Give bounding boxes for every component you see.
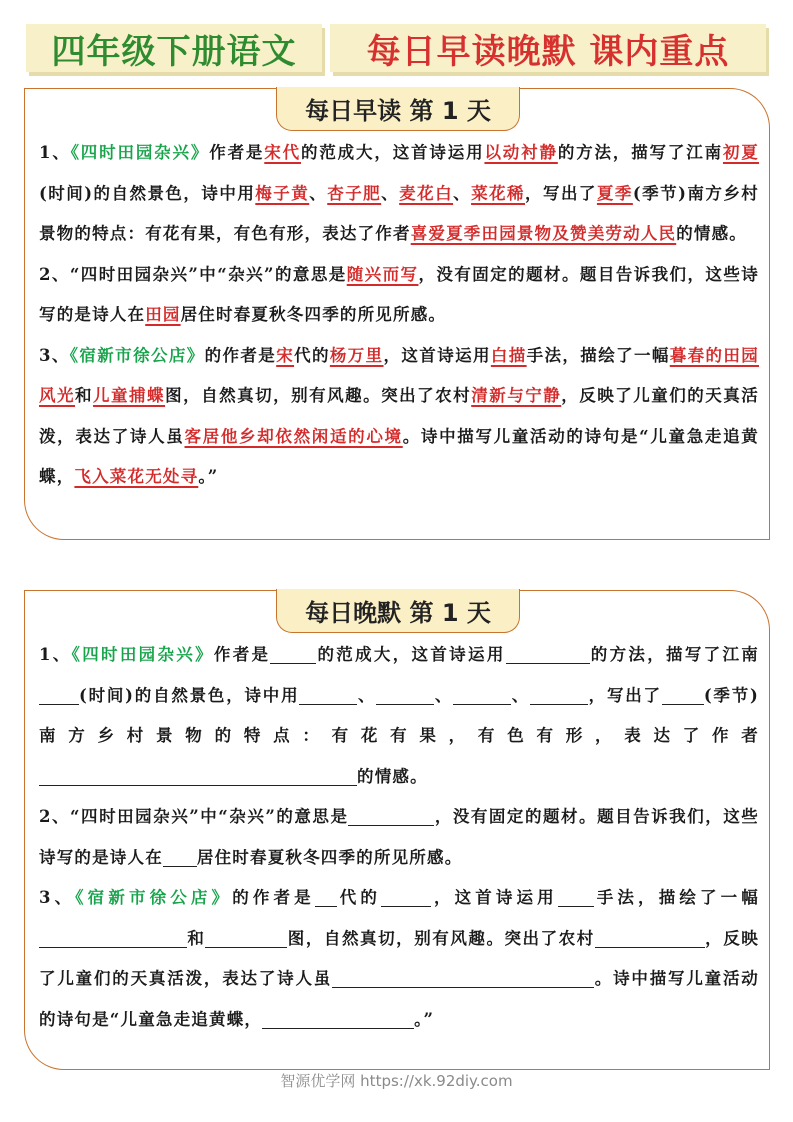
paragraph-text: ，这首诗运用: [431, 888, 558, 907]
fill-in-blank: [453, 681, 511, 705]
morning-panel-tab: 每日早读 第 1 天: [276, 87, 520, 131]
paragraph-text: ，这首诗运用: [383, 345, 491, 365]
fill-in-blank: [262, 1005, 414, 1029]
paragraph-text: 1、: [39, 645, 72, 664]
answer-text: 宋代: [264, 143, 301, 162]
answer-text: 喜爱夏季田园景物及赞美劳动人民: [410, 224, 677, 243]
fill-in-blank: [662, 681, 704, 705]
answer-text: 田园: [145, 305, 181, 324]
answer-text: 白描: [490, 345, 527, 365]
evening-paragraph-3: [39, 878, 759, 1040]
answer-text: 梅子黄: [255, 183, 310, 203]
paragraph-text: 的情感。: [676, 224, 748, 243]
fill-in-blank: [332, 964, 594, 988]
fill-in-blank: [315, 883, 337, 907]
paragraph-text: ，写出了: [588, 685, 662, 705]
evening-panel-tab: 每日晚默 第 1 天: [276, 589, 520, 633]
paragraph-text: 和: [75, 386, 94, 405]
paragraph-text: 。诗中描写儿童活动的诗句是“儿童急走追黄蝶，: [39, 426, 759, 486]
footer-watermark: 智源优学网 https://xk.92diy.com: [280, 1072, 513, 1090]
evening-panel-body: [39, 635, 759, 1040]
paragraph-text: 的范成大，这首诗运用: [300, 143, 485, 162]
answer-text: 杏子肥: [327, 183, 382, 203]
paragraph-text: 、: [381, 183, 400, 203]
paragraph-text: 手法，描绘了一幅: [593, 888, 759, 907]
paragraph-text: 的情感。: [357, 766, 428, 786]
paragraph-text: ，没有固定的题材。题目告诉我们，这些诗写的是诗人在: [39, 807, 759, 867]
fill-in-blank: [376, 681, 434, 705]
paragraph-text: 手法，描绘了一幅: [526, 345, 670, 365]
paragraph-text: (时间)的自然景色，诗中用: [79, 685, 300, 705]
paragraph-text: 。”: [198, 467, 219, 486]
fill-in-blank: [595, 924, 705, 948]
poem-title: 《四时田园杂兴》: [71, 645, 214, 664]
fill-in-blank: [270, 640, 316, 664]
paragraph-text: (季节)南方乡村景物的特点：有花有果，有色有形，表达了作者: [39, 685, 760, 745]
paragraph-text: 作者是: [209, 143, 265, 162]
answer-text: 儿童捕蝶: [93, 386, 166, 405]
paragraph-text: 的作者是: [204, 345, 277, 365]
answer-text: 夏季: [596, 183, 633, 203]
answer-text: 飞入菜花无处寻: [74, 467, 199, 486]
answer-text: 杨万里: [329, 345, 384, 365]
fill-in-blank: [39, 924, 187, 948]
paragraph-text: 图，自然真切，别有风趣。突出了农村: [165, 386, 472, 405]
paragraph-text: 2、“四时田园杂兴”中“杂兴”的意思是: [39, 264, 347, 284]
fill-in-blank: [381, 883, 431, 907]
paragraph-text: 图，自然真切，别有风趣。突出了农村: [287, 928, 595, 948]
paragraph-text: ，写出了: [525, 183, 597, 203]
banner-left-title: 四年级下册语文: [26, 24, 322, 72]
poem-title: 《四时田园杂兴》: [70, 143, 210, 162]
poem-title: 《宿新市徐公店》: [75, 888, 233, 907]
fill-in-blank: [39, 762, 357, 786]
paragraph-text: 的方法，描写了江南: [589, 645, 759, 664]
morning-paragraph-2: [39, 255, 759, 336]
fill-in-blank: [205, 924, 287, 948]
paragraph-text: 的范成大，这首诗运用: [316, 645, 506, 664]
paragraph-text: 2、“四时田园杂兴”中“杂兴”的意思是: [39, 807, 349, 826]
fill-in-blank: [348, 802, 434, 826]
answer-text: 暮春的田园风光: [39, 345, 759, 405]
fill-in-blank: [558, 883, 594, 907]
paragraph-text: 居住时春夏秋冬四季的所见所感。: [180, 305, 447, 324]
answer-text: 菜花稀: [471, 183, 525, 203]
paragraph-text: 。诗中描写儿童活动的诗句是“儿童急走追黄蝶，: [39, 969, 759, 1029]
evening-dictation-panel: [24, 590, 770, 1070]
answer-text: 初夏: [722, 143, 759, 162]
fill-in-blank: [163, 843, 197, 867]
fill-in-blank: [530, 681, 588, 705]
fill-in-blank: [299, 681, 357, 705]
paragraph-text: ，没有固定的题材。题目告诉我们，这些诗写的是诗人在: [39, 264, 759, 324]
answer-text: 麦花白: [399, 183, 454, 203]
paragraph-text: 、: [309, 183, 328, 203]
answer-text: 随兴而写: [346, 264, 419, 284]
paragraph-text: 3、: [39, 888, 76, 907]
paragraph-text: 和: [187, 928, 206, 948]
paragraph-text: 代的: [336, 888, 381, 907]
fill-in-blank: [506, 640, 590, 664]
fill-in-blank: [39, 681, 79, 705]
paragraph-text: ，反映了儿童们的天真活泼，表达了诗人虽: [39, 928, 759, 988]
paragraph-text: (季节)南方乡村景物的特点：有花有果，有色有形，表达了作者: [39, 183, 760, 243]
paragraph-text: 代的: [294, 345, 330, 365]
paragraph-text: 3、: [39, 345, 70, 365]
paragraph-text: 作者是: [213, 645, 271, 664]
poem-title: 《宿新市徐公店》: [69, 345, 205, 365]
morning-paragraph-3: [39, 336, 759, 498]
banner-right-title: 每日早读晚默 课内重点: [330, 24, 766, 72]
evening-paragraph-1: [39, 635, 759, 797]
paragraph-text: 。”: [414, 1009, 435, 1029]
paragraph-text: 、: [357, 685, 377, 705]
morning-panel-body: [39, 133, 759, 498]
paragraph-text: 1、: [39, 143, 71, 162]
answer-text: 客居他乡却依然闲适的心境: [184, 426, 403, 446]
morning-reading-panel: [24, 88, 770, 540]
evening-paragraph-2: [39, 797, 759, 878]
paragraph-text: 、: [453, 183, 472, 203]
paragraph-text: 居住时春夏秋冬四季的所见所感。: [196, 847, 463, 867]
paragraph-text: ，反映了儿童们的天真活泼，表达了诗人虽: [39, 386, 760, 446]
answer-text: 以动衬静: [484, 143, 558, 162]
answer-text: 宋: [276, 345, 295, 365]
answer-text: 清新与宁静: [471, 386, 562, 405]
paragraph-text: (时间)的自然景色，诗中用: [39, 183, 256, 203]
paragraph-text: 、: [511, 685, 531, 705]
paragraph-text: 的方法，描写了江南: [557, 143, 723, 162]
paragraph-text: 的作者是: [232, 888, 315, 907]
paragraph-text: 、: [434, 685, 454, 705]
morning-paragraph-1: [39, 133, 759, 255]
